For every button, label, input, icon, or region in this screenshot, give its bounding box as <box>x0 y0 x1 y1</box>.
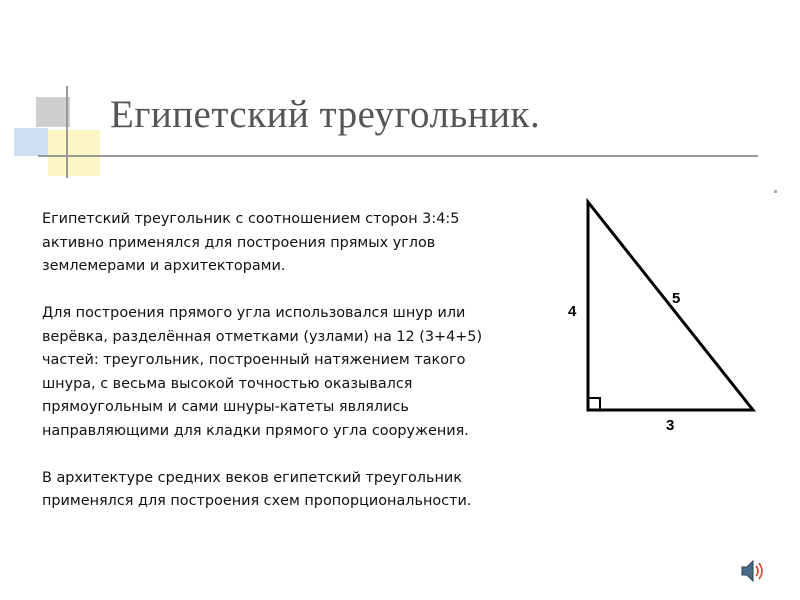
label-side-hypotenuse: 5 <box>672 290 681 307</box>
slide-body <box>42 208 512 537</box>
decor-yellow-square <box>48 130 100 176</box>
title-underline <box>38 155 758 157</box>
right-angle-marker <box>588 398 600 410</box>
triangle-diagram <box>560 190 770 440</box>
paragraph-1: Египетский треугольник с соотношением сторон 3:4:5 активно применялся для построения прямых углов землемерами и архитекторами. <box>42 211 460 274</box>
paragraph-2: Для построения прямого угла использовался шнур или верёвка, разделённая отметками (узлами) на 12 (3+4+5) частей: треугольник, построенный натяжением такого шнура, с весьма высокой точностью оказывался прямоугольным и сами шнуры-катеты являлись направляющими для кладки прямого угла сооружения. <box>42 305 483 439</box>
speaker-icon[interactable] <box>738 556 768 586</box>
label-side-vertical: 4 <box>568 303 577 320</box>
slide-title: Египетский треугольник. <box>110 93 541 136</box>
decor-dot <box>774 190 777 193</box>
paragraph-3: В архитектуре средних веков египетский треугольник применялся для построения схем пропорциональности. <box>42 469 472 509</box>
triangle-outline <box>588 202 753 410</box>
decor-gray-square <box>36 97 70 127</box>
decor-vertical-line <box>66 86 68 178</box>
decor-blue-square <box>14 128 48 156</box>
label-side-bottom: 3 <box>666 417 675 434</box>
